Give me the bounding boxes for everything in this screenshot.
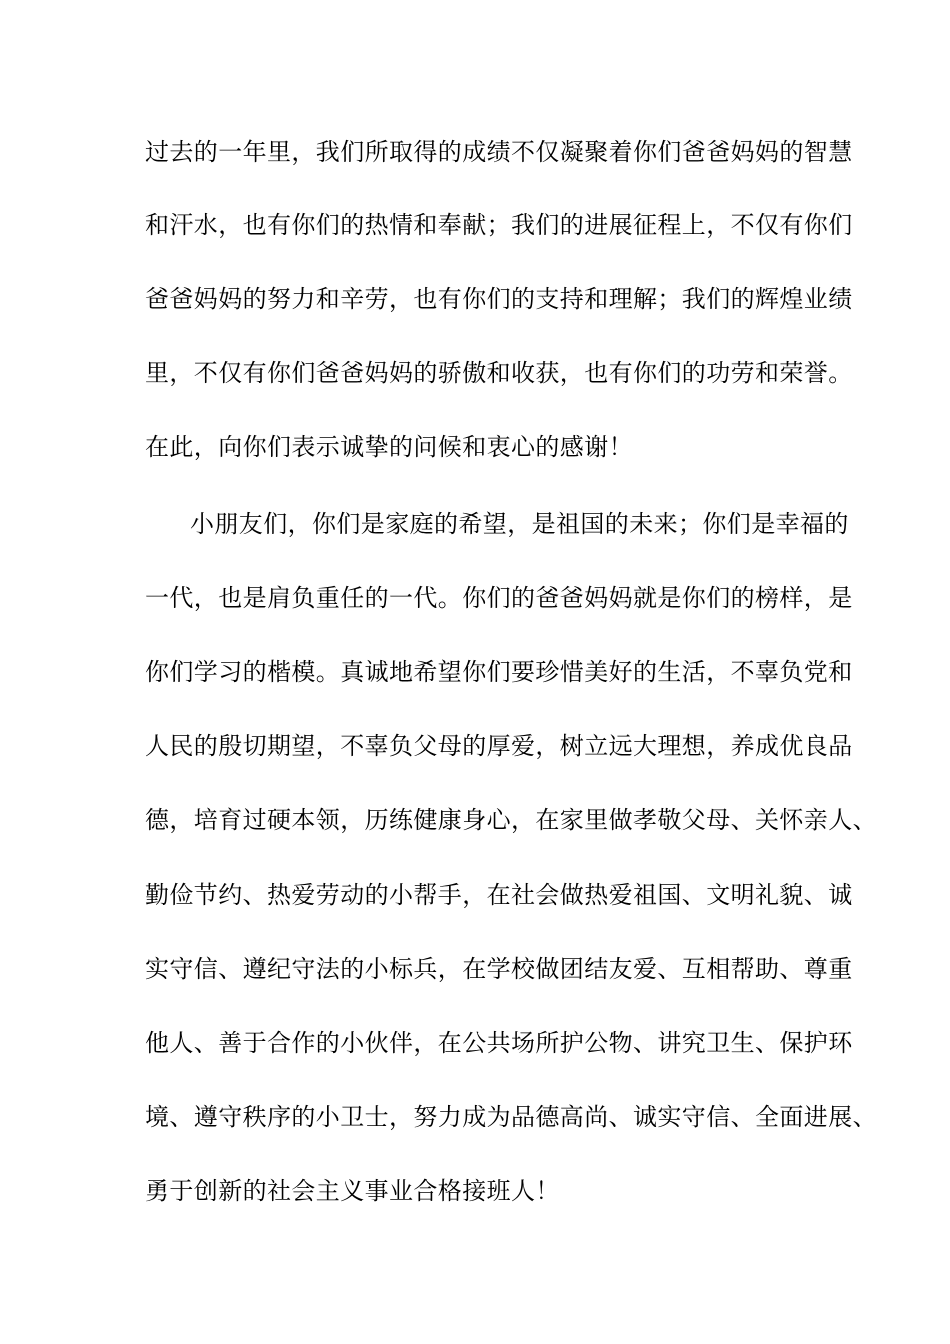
text-line: 里，不仅有你们爸爸妈妈的骄傲和收获，也有你们的功劳和荣誉。 — [145, 359, 853, 387]
text-line: 和汗水，也有你们的热情和奉献；我们的进展征程上，不仅有你们 — [145, 211, 853, 239]
text-line: 勤俭节约、热爱劳动的小帮手，在社会做热爱祖国、文明礼貌、诚 — [145, 881, 853, 909]
text-line: 小朋友们，你们是家庭的希望，是祖国的未来；你们是幸福的 — [190, 510, 849, 538]
text-line: 你们学习的楷模。真诚地希望你们要珍惜美好的生活，不辜负党和 — [145, 658, 853, 686]
text-line: 一代，也是肩负重任的一代。你们的爸爸妈妈就是你们的榜样，是 — [145, 584, 853, 612]
text-line: 境、遵守秩序的小卫士，努力成为品德高尚、诚实守信、全面进展、 — [145, 1103, 877, 1131]
text-line: 他人、善于合作的小伙伴，在公共场所护公物、讲究卫生、保护环 — [145, 1029, 853, 1057]
text-line: 爸爸妈妈的努力和辛劳，也有你们的支持和理解；我们的辉煌业绩 — [145, 285, 853, 313]
text-line: 人民的殷切期望，不辜负父母的厚爱，树立远大理想，养成优良品 — [145, 732, 853, 760]
text-line: 过去的一年里，我们所取得的成绩不仅凝聚着你们爸爸妈妈的智慧 — [145, 138, 853, 166]
text-line: 在此，向你们表示诚挚的问候和衷心的感谢！ — [145, 433, 633, 461]
text-line: 德，培育过硬本领，历练健康身心，在家里做孝敬父母、关怀亲人、 — [145, 806, 877, 834]
text-line: 实守信、遵纪守法的小标兵，在学校做团结友爱、互相帮助、尊重 — [145, 955, 853, 983]
text-line: 勇于创新的社会主义事业合格接班人！ — [145, 1177, 560, 1205]
